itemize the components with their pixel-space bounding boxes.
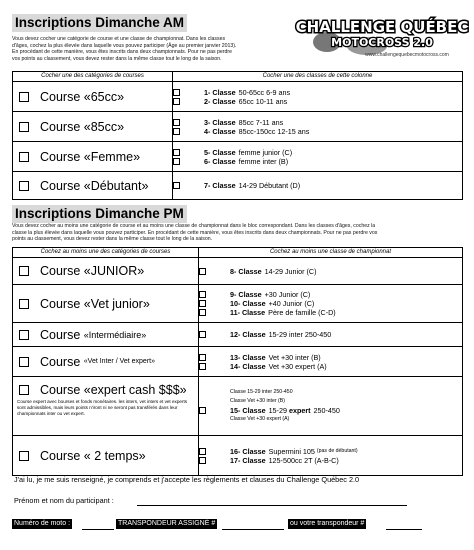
class-desc: Supermini 105 [268,446,315,456]
checkbox[interactable] [19,152,29,162]
class-option-4[interactable] [173,127,462,136]
class-desc: 14-29 Junior (C) [264,266,317,276]
class-label: 9- Classe [230,290,262,299]
class-desc: femme inter (B) [238,156,289,166]
checkbox[interactable] [19,122,29,132]
pm-header-right: Cochez au moins une classe de championnat [199,248,463,258]
am-intro-line: En procédant de cette manière, vous êtes inscrits dans deux championnats. Pour ne pas perdre [12,49,233,56]
table-row [13,436,463,476]
checkbox[interactable] [199,268,206,275]
am-header-right: Cocher une des classes de cette colonne [173,72,463,82]
class-option-11[interactable] [199,308,462,317]
course-label: Course [40,354,81,369]
table-row [13,142,463,172]
challenge-quebec-logo [295,12,469,58]
class-desc: 85cc-150cc 12-15 ans [238,126,310,136]
class-sub-option [199,397,462,406]
checkbox[interactable] [19,330,29,340]
class-desc: 15-29 inter 250-450 [268,330,332,339]
class-option-6[interactable] [173,157,462,166]
class-sub-option [199,388,462,397]
class-desc-bold: expert [288,406,311,415]
class-desc: +30 Junior (C) [264,290,311,299]
course-label: Course [40,327,81,342]
class-label: 11- Classe [230,308,266,317]
course-label-suffix: «Vet Inter / Vet expert» [83,358,155,365]
checkbox[interactable] [199,331,206,338]
table-row [13,377,463,436]
logo-url: www.challengequebecmotocross.com [365,52,449,58]
course-option-debutant[interactable] [13,179,172,193]
class-desc: +40 Junior (C) [268,299,315,308]
moto-number-label: Numéro de moto : [14,520,71,527]
participant-name-field[interactable] [137,505,407,506]
checkbox[interactable] [199,300,206,307]
am-intro [12,36,312,62]
course-option-expert-cash[interactable] [13,377,198,397]
pm-intro-line: classe la plus élevée dans laquelle vous pouvez participer. En procédant de cette manière, vous êtes inscrits dans deux championnats. Pour ne pas perdre vos [12,229,378,236]
course-option-vet-junior[interactable] [13,297,198,311]
am-section-title: Inscriptions Dimanche AM [12,14,187,32]
class-label: 5- Classe [204,147,236,157]
course-label: Course «JUNIOR» [40,264,145,278]
class-desc: 250-450 [313,406,340,415]
logo-line1: CHALLENGE QUÉBEC [295,18,469,36]
class-option-12[interactable] [199,330,462,339]
class-sub-label: Classe 15-29 inter 250-450 [230,389,293,395]
class-label: 7- Classe [204,181,236,190]
class-label: 6- Classe [204,156,236,166]
checkbox[interactable] [19,266,29,276]
class-option-8[interactable] [199,267,462,276]
course-label: Course «65cc» [40,89,125,104]
course-option-65cc[interactable] [13,90,172,104]
class-label: 1- Classe [204,87,236,97]
course-option-vet-inter-expert[interactable] [13,355,198,369]
class-desc: Vet +30 inter (B) [268,352,321,362]
table-row [13,258,463,285]
assigned-transponder-label: TRANSPONDEUR ASSIGNÉ # [118,520,216,527]
checkbox[interactable] [19,181,29,191]
course-option-junior[interactable] [13,264,198,278]
class-label: 3- Classe [204,117,236,127]
class-option-15[interactable] [199,406,462,415]
class-option-5[interactable] [173,148,462,157]
agreement-text: J'ai lu, je me suis renseigné, je comprends et j'accepte les règlements et clauses du Challenge Québec 2.0 [14,475,360,484]
class-option-9[interactable] [199,290,462,299]
class-desc: 14-29 Débutant (D) [238,181,301,190]
checkbox[interactable] [199,448,206,455]
am-intro-line: Vous devez cocher une catégorie de course et une classe de championnat. Dans les classes [12,36,226,42]
pm-intro [12,223,462,243]
class-desc: Vet +30 expert (A) [268,361,327,371]
checkbox[interactable] [173,158,180,165]
checkbox[interactable] [199,363,206,370]
checkbox[interactable] [19,92,29,102]
class-desc: 65cc 10-11 ans [238,96,288,106]
checkbox[interactable] [173,149,180,156]
checkbox[interactable] [199,291,206,298]
assigned-transponder-field[interactable] [222,529,284,530]
class-option-10[interactable] [199,299,462,308]
course-label-suffix: «Intermédiaire» [83,329,147,340]
own-transponder-field[interactable] [386,529,422,530]
class-label: 16- Classe [230,446,266,456]
course-label: Course «Débutant» [40,178,149,193]
class-desc: 125-500cc 2T (A-B-C) [268,455,339,465]
table-row [13,112,463,142]
checkbox[interactable] [173,182,180,189]
class-option-3[interactable] [173,118,462,127]
class-label: 17- Classe [230,455,266,465]
class-option-14[interactable] [199,362,462,371]
checkbox[interactable] [173,128,180,135]
checkbox[interactable] [173,119,180,126]
class-desc-note: (pas de débutant) [316,447,358,454]
table-row [13,285,463,323]
pm-intro-line: points au classement, vous devez rester dans la même classe tout le long de la saison. [12,236,213,243]
am-header-left: Cocher une des catégories de courses [13,72,173,82]
class-label: 12- Classe [230,330,266,339]
am-intro-line: vos points au classement, vous devez rester dans la même classe tout le long de la saison. [12,55,222,62]
class-label: 13- Classe [230,352,266,362]
pm-header-left: Cochez au moins une des catégories de courses [13,248,199,258]
pm-section-title: Inscriptions Dimanche PM [12,205,187,223]
class-sub-option [199,415,462,424]
checkbox[interactable] [199,354,206,361]
participant-name-label: Prénom et nom du participant : [14,496,114,505]
pm-table [12,247,463,476]
class-option-17[interactable] [199,456,462,465]
table-row [13,347,463,377]
class-option-1[interactable] [173,88,462,97]
checkbox[interactable] [173,89,180,96]
table-row [13,323,463,347]
course-label: Course « 2 temps» [40,448,146,463]
course-option-femme[interactable] [13,150,172,164]
class-option-13[interactable] [199,353,462,362]
class-option-16[interactable] [199,447,462,456]
class-label: 8- Classe [230,266,262,276]
checkbox[interactable] [19,357,29,367]
class-desc: femme junior (C) [238,147,293,157]
course-option-2-temps[interactable] [13,449,198,463]
am-table [12,71,463,200]
class-label: 15- Classe [230,406,266,415]
logo-line2: MOTOCROSS 2.0 [331,36,433,49]
checkbox[interactable] [19,299,29,309]
class-label: 10- Classe [230,299,266,308]
pm-intro-line: Vous devez cocher au moins une catégorie de course et au moins une classe de championnat dans le bloc correspondant. Dans les classes d'âges, cochez la [12,223,376,229]
course-option-intermediaire[interactable] [13,328,198,342]
own-transponder-label: ou votre transpondeur # [290,520,365,527]
class-label: 14- Classe [230,361,266,371]
course-option-85cc[interactable] [13,120,172,134]
checkbox[interactable] [199,457,206,464]
course-label: Course «expert cash $$$» [40,383,187,397]
expert-cash-note: Course expert avec bourses et fonds monétaires. les inters, vet inters et vet experts sont admissibles, mais leurs points n'iront ni ne seront pas transférés dans leur championnats inter ou vet expert. [17,399,188,416]
class-option-2[interactable] [173,97,462,106]
checkbox[interactable] [199,309,206,316]
checkbox[interactable] [173,98,180,105]
class-desc: Père de famille (C-D) [268,308,336,317]
class-desc: 50-65cc 6-9 ans [238,87,291,97]
checkbox[interactable] [199,407,206,414]
table-row [13,82,463,112]
class-sub-label: Classe Vet +30 expert (A) [230,416,290,422]
class-option-7[interactable] [173,181,462,190]
class-label: 2- Classe [204,96,236,106]
table-row [13,172,463,200]
course-label: Course «Vet junior» [40,296,150,311]
class-desc: 15-29 [268,406,287,415]
am-intro-line: d'âges, cochez la plus élevée dans laquelle vous pouvez participer (Âge au premier janvier 2013). [12,42,237,49]
moto-number-field[interactable] [82,529,114,530]
class-label: 4- Classe [204,126,236,136]
course-label: Course «85cc» [40,119,125,134]
class-sub-label: Classe Vet +30 inter (B) [230,398,285,404]
class-desc: 85cc 7-11 ans [238,117,284,127]
course-label: Course «Femme» [40,149,141,164]
checkbox[interactable] [19,385,29,395]
checkbox[interactable] [19,451,29,461]
